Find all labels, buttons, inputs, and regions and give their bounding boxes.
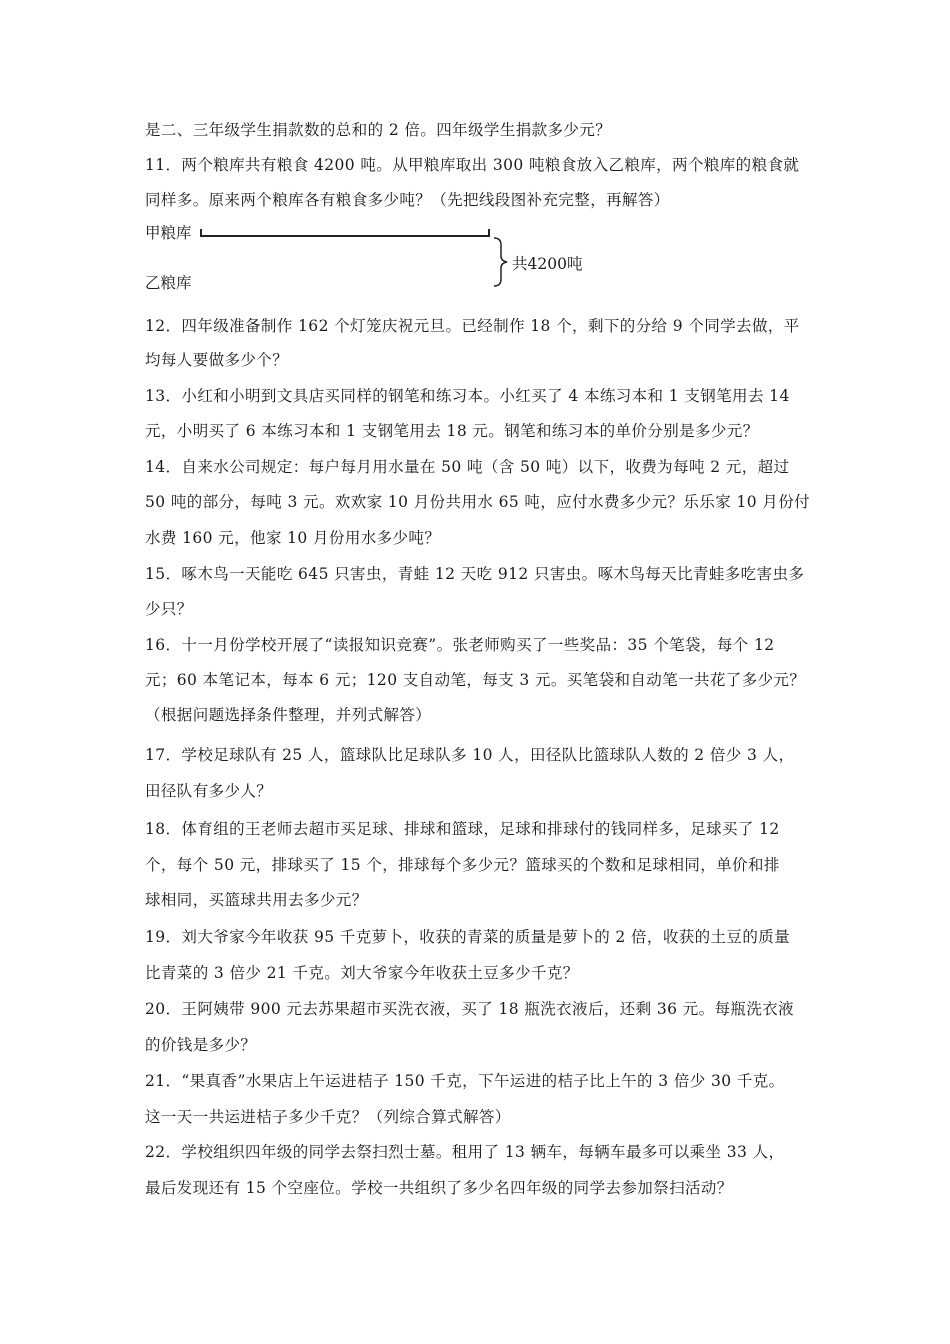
problem-17-line-1: 17．学校足球队有 25 人，篮球队比足球队多 10 人，田径队比篮球队人数的 2 倍少 3 人， [145,746,795,764]
problem-17-line-2: 田径队有多少人？ [145,782,273,800]
problem-19-line-2: 比青菜的 3 倍少 21 千克。刘大爷家今年收获土豆多少千克？ [145,964,579,982]
problem-18-line-1: 18．体育组的王老师去超市买足球、排球和篮球，足球和排球付的钱同样多，足球买了 12 [145,820,780,838]
problem-21-line-1: 21．“果真香”水果店上午运进桔子 150 千克，下午运进的桔子比上午的 3 倍少 30 千克。 [145,1072,785,1090]
problem-16-line-3: （根据问题选择条件整理，并列式解答） [145,706,432,724]
brace-icon [492,237,512,287]
total-label: 共4200吨 [512,255,583,273]
problem-14-line-3: 水费 160 元，他家 10 月份用水多少吨？ [145,529,441,547]
problem-16-line-1: 16．十一月份学校开展了“读报知识竞赛”。张老师购买了一些奖品：35 个笔袋，每个 12 [145,636,775,654]
granary-a-label: 甲粮库 [145,224,192,242]
granary-a-segment [200,235,490,237]
problem-11-line-2: 同样多。原来两个粮库各有粮食多少吨？（先把线段图补充完整，再解答） [145,191,670,209]
problem-12-line-2: 均每人要做多少个？ [145,351,289,369]
problem-22-line-2: 最后发现还有 15 个空座位。学校一共组织了多少名四年级的同学去参加祭扫活动？ [145,1179,733,1197]
problem-11-line-1: 11．两个粮库共有粮食 4200 吨。从甲粮库取出 300 吨粮食放入乙粮库，两个粮库的粮食就 [145,156,800,174]
problem-20-line-2: 的价钱是多少？ [145,1036,257,1054]
problem-22-line-1: 22．学校组织四年级的同学去祭扫烈士墓。租用了 13 辆车，每辆车最多可以乘坐 33 人， [145,1143,785,1161]
text-line: 是二、三年级学生捐款数的总和的 2 倍。四年级学生捐款多少元？ [145,121,612,139]
problem-13-line-2: 元，小明买了 6 本练习本和 1 支钢笔用去 18 元。钢笔和练习本的单价分别是多少元？ [145,422,759,440]
segment-end-tick [488,229,490,237]
problem-14-line-2: 50 吨的部分，每吨 3 元。欢欢家 10 月份共用水 65 吨，应付水费多少元？乐乐家 10 月份付 [145,493,810,511]
problem-18-line-3: 球相同，买篮球共用去多少元？ [145,891,368,909]
problem-16-line-2: 元；60 本笔记本，每本 6 元；120 支自动笔，每支 3 元。买笔袋和自动笔一共花了多少元？ [145,671,806,689]
problem-18-line-2: 个，每个 50 元，排球买了 15 个，排球每个多少元？篮球买的个数和足球相同，单价和排 [145,856,780,874]
problem-19-line-1: 19．刘大爷家今年收获 95 千克萝卜，收获的青菜的质量是萝卜的 2 倍，收获的土豆的质量 [145,928,791,946]
granary-b-label: 乙粮库 [145,274,192,292]
problem-15-line-2: 少只？ [145,600,193,618]
problem-15-line-1: 15．啄木鸟一天能吃 645 只害虫，青蛙 12 天吃 912 只害虫。啄木鸟每天比青蛙多吃害虫多 [145,565,805,583]
problem-13-line-1: 13．小红和小明到文具店买同样的钢笔和练习本。小红买了 4 本练习本和 1 支钢笔用去 14 [145,387,790,405]
problem-12-line-1: 12．四年级准备制作 162 个灯笼庆祝元旦。已经制作 18 个，剩下的分给 9 个同学去做，平 [145,317,800,335]
problem-14-line-1: 14．自来水公司规定：每户每月用水量在 50 吨（含 50 吨）以下，收费为每吨 2 元，超过 [145,458,790,476]
problem-20-line-1: 20．王阿姨带 900 元去苏果超市买洗衣液，买了 18 瓶洗衣液后，还剩 36 元。每瓶洗衣液 [145,1000,795,1018]
problem-21-line-2: 这一天一共运进桔子多少千克？（列综合算式解答） [145,1108,511,1126]
